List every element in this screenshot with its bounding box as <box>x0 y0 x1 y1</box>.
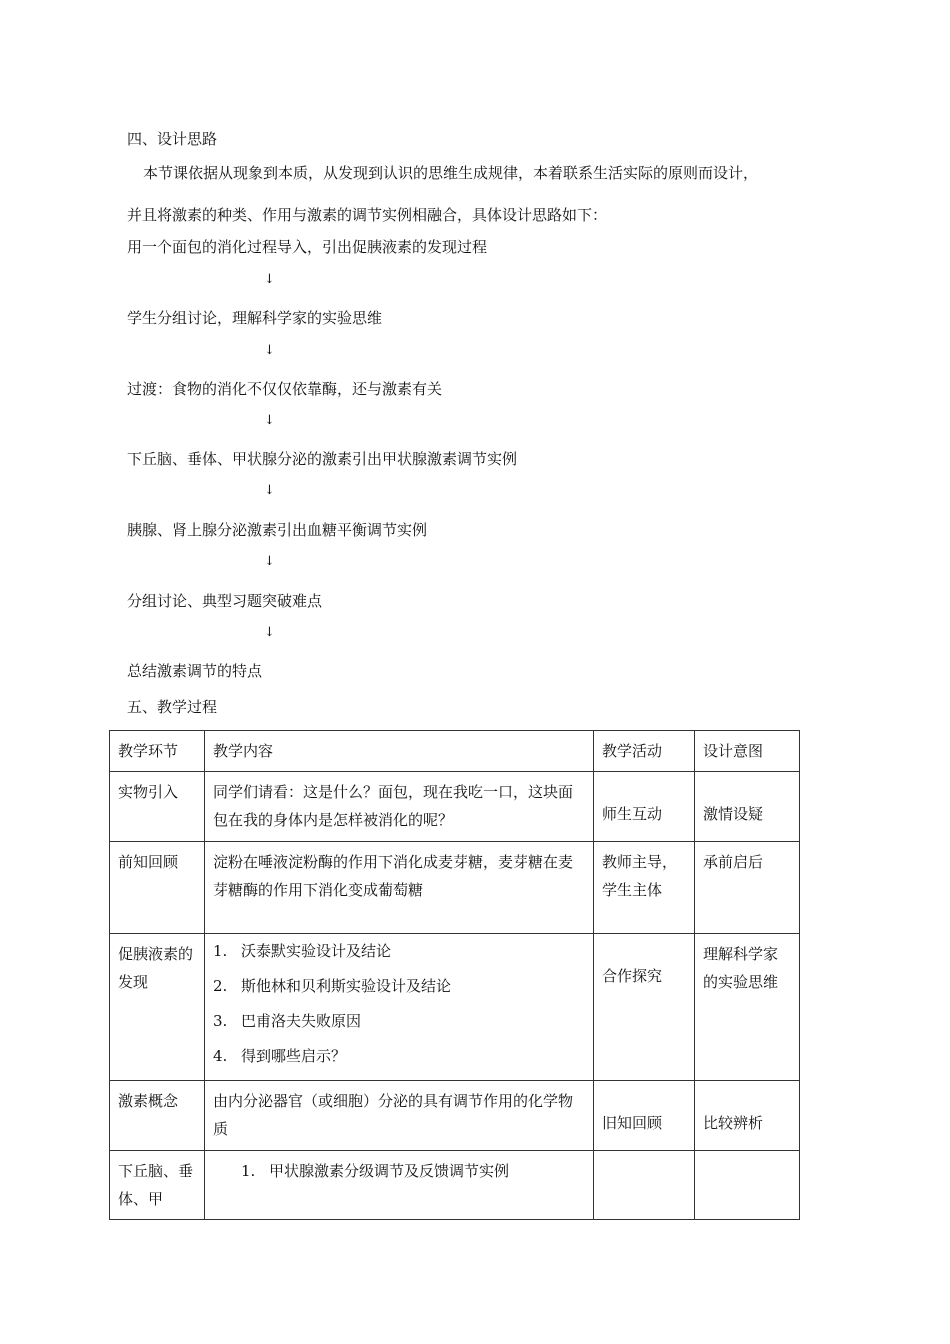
list-item: 2. 斯他林和贝利斯实验设计及结论 <box>213 977 452 995</box>
list-item-text: 甲状腺激素分级调节及反馈调节实例 <box>269 1162 510 1180</box>
intent-cell <box>695 772 800 842</box>
content-cell <box>205 934 594 1081</box>
intent-cell: 承前启后 <box>695 842 800 934</box>
stage-cell: 前知回顾 <box>110 842 205 934</box>
list-item: 1. 沃泰默实验设计及结论 <box>213 942 392 960</box>
flow-step: 下丘脑、垂体、甲状腺分泌的激素引出甲状腺激素调节实例 <box>127 450 518 468</box>
activity-cell <box>594 1081 695 1151</box>
intro-line-1: 本节课依据从现象到本质，从发现到认识的思维生成规律，本着联系生活实际的原则而设计， <box>143 164 759 182</box>
flow-step: 学生分组讨论，理解科学家的实验思维 <box>127 309 383 327</box>
activity-text: 旧知回顾 <box>602 1114 663 1132</box>
stage-cell: 下丘脑、垂体、甲 <box>110 1151 205 1220</box>
header-cell: 设计意图 <box>695 731 800 772</box>
down-arrow-icon: ↓ <box>264 343 275 358</box>
flow-step: 用一个面包的消化过程导入，引出促胰液素的发现过程 <box>127 238 488 256</box>
list-item: 4. 得到哪些启示？ <box>213 1047 347 1065</box>
table-row <box>110 1151 800 1220</box>
activity-text: 合作探究 <box>602 967 663 985</box>
down-arrow-icon: ↓ <box>264 483 275 498</box>
content-list <box>213 934 585 1074</box>
intent-text: 激情设疑 <box>703 805 764 823</box>
activity-cell: 教师主导，学生主体 <box>594 842 695 934</box>
flow-step: 总结激素调节的特点 <box>127 662 263 680</box>
content-cell: 同学们请看：这是什么？面包，现在我吃一口，这块面包在我的身体内是怎样被消化的呢？ <box>205 772 594 842</box>
list-item-number: 1. <box>241 1162 256 1180</box>
intent-cell <box>695 1151 800 1220</box>
content-cell: 淀粉在唾液淀粉酶的作用下消化成麦芽糖，麦芽糖在麦芽糖酶的作用下消化变成葡萄糖 <box>205 842 594 934</box>
table-row <box>110 1081 800 1151</box>
down-arrow-icon: ↓ <box>264 554 275 569</box>
content-cell <box>205 1151 594 1220</box>
intent-cell <box>695 1081 800 1151</box>
table-row <box>110 934 800 1081</box>
flow-step: 胰腺、肾上腺分泌激素引出血糖平衡调节实例 <box>127 521 428 539</box>
down-arrow-icon: ↓ <box>264 625 275 640</box>
stage-cell: 促胰液素的发现 <box>110 934 205 1081</box>
flow-step: 分组讨论、典型习题突破难点 <box>127 592 323 610</box>
header-cell: 教学内容 <box>205 731 594 772</box>
flow-step: 过渡：食物的消化不仅仅依靠酶，还与激素有关 <box>127 380 443 398</box>
table-row <box>110 772 800 842</box>
table-row <box>110 842 800 934</box>
table-header-row <box>110 731 800 772</box>
activity-cell <box>594 934 695 1081</box>
section5-heading: 五、教学过程 <box>127 698 218 716</box>
stage-cell: 实物引入 <box>110 772 205 842</box>
header-cell: 教学活动 <box>594 731 695 772</box>
content-cell: 由内分泌器官（或细胞）分泌的具有调节作用的化学物质 <box>205 1081 594 1151</box>
intro-line-2: 并且将激素的种类、作用与激素的调节实例相融合，具体设计思路如下： <box>127 206 608 224</box>
intent-cell: 理解科学家的实验思维 <box>695 934 800 1081</box>
activity-cell <box>594 1151 695 1220</box>
stage-cell: 激素概念 <box>110 1081 205 1151</box>
teaching-process-table <box>109 730 800 1220</box>
activity-cell <box>594 772 695 842</box>
header-cell: 教学环节 <box>110 731 205 772</box>
section4-heading: 四、设计思路 <box>127 130 218 148</box>
down-arrow-icon: ↓ <box>264 413 275 428</box>
activity-text: 师生互动 <box>602 805 663 823</box>
intent-text: 比较辨析 <box>703 1114 764 1132</box>
list-item: 3. 巴甫洛夫失败原因 <box>213 1012 362 1030</box>
down-arrow-icon: ↓ <box>264 272 275 287</box>
